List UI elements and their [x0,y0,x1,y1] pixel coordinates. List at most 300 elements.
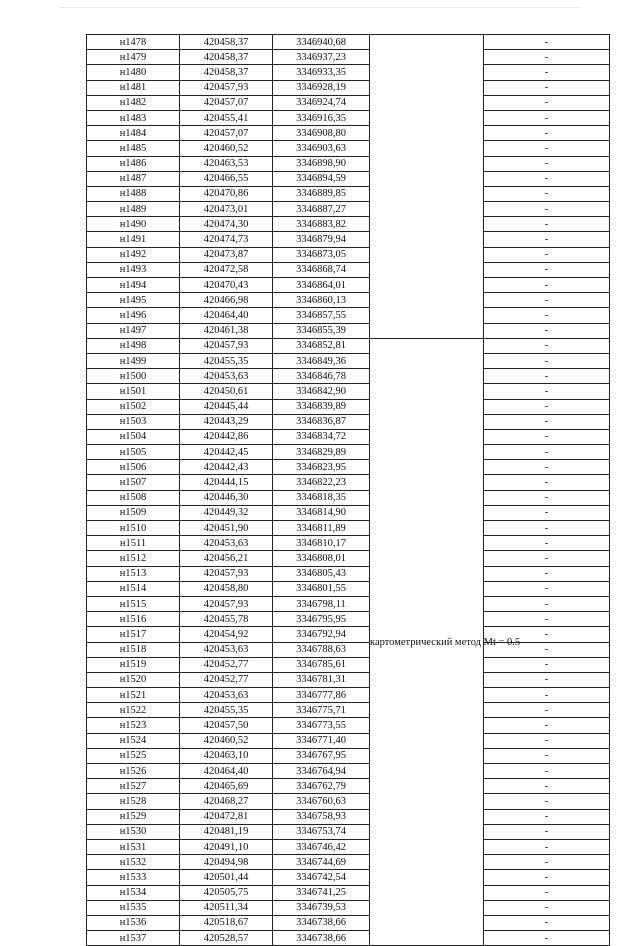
accuracy-dash-cell: - [484,247,610,262]
accuracy-dash-cell: - [484,429,610,444]
x-coordinate-cell: 420449,32 [180,505,273,520]
accuracy-dash-cell: - [484,65,610,80]
table-row [87,141,610,156]
accuracy-dash-cell: - [484,141,610,156]
point-id-cell: н1529 [87,809,180,824]
y-coordinate-cell: 3346839,89 [273,399,370,414]
x-coordinate-cell: 420474,30 [180,217,273,232]
accuracy-dash-cell: - [484,824,610,839]
y-coordinate-cell: 3346788,63 [273,642,370,657]
accuracy-dash-cell: - [484,50,610,65]
accuracy-dash-cell: - [484,718,610,733]
point-id-cell: н1487 [87,171,180,186]
y-coordinate-cell: 3346785,61 [273,657,370,672]
table-row [87,581,610,596]
accuracy-dash-cell: - [484,885,610,900]
accuracy-dash-cell: - [484,642,610,657]
x-coordinate-cell: 420458,80 [180,581,273,596]
accuracy-dash-cell: - [484,915,610,930]
x-coordinate-cell: 420461,38 [180,323,273,338]
accuracy-dash-cell: - [484,596,610,611]
y-coordinate-cell: 3346739,53 [273,900,370,915]
point-id-cell: н1504 [87,429,180,444]
accuracy-dash-cell: - [484,126,610,141]
coordinates-table-container [86,34,610,946]
table-row [87,202,610,217]
table-row [87,839,610,854]
point-id-cell: н1518 [87,642,180,657]
accuracy-dash-cell: - [484,308,610,323]
x-coordinate-cell: 420455,41 [180,110,273,125]
table-row [87,931,610,946]
accuracy-dash-cell: - [484,217,610,232]
x-coordinate-cell: 420460,52 [180,733,273,748]
point-id-cell: н1486 [87,156,180,171]
point-id-cell: н1511 [87,536,180,551]
y-coordinate-cell: 3346811,89 [273,521,370,536]
y-coordinate-cell: 3346808,01 [273,551,370,566]
x-coordinate-cell: 420457,50 [180,718,273,733]
table-row [87,809,610,824]
accuracy-dash-cell: - [484,566,610,581]
x-coordinate-cell: 420457,93 [180,596,273,611]
accuracy-dash-cell: - [484,703,610,718]
y-coordinate-cell: 3346887,27 [273,202,370,217]
y-coordinate-cell: 3346873,05 [273,247,370,262]
point-id-cell: н1508 [87,490,180,505]
table-row [87,703,610,718]
y-coordinate-cell: 3346742,54 [273,870,370,885]
x-coordinate-cell: 420474,73 [180,232,273,247]
point-id-cell: н1481 [87,80,180,95]
x-coordinate-cell: 420481,19 [180,824,273,839]
x-coordinate-cell: 420466,55 [180,171,273,186]
point-id-cell: н1489 [87,202,180,217]
point-id-cell: н1491 [87,232,180,247]
scan-artifact-line [60,7,580,12]
point-id-cell: н1505 [87,445,180,460]
x-coordinate-cell: 420468,27 [180,794,273,809]
table-row [87,672,610,687]
coordinates-table-body [87,35,610,946]
y-coordinate-cell: 3346937,23 [273,50,370,65]
table-row [87,399,610,414]
point-id-cell: н1503 [87,414,180,429]
x-coordinate-cell: 420455,78 [180,612,273,627]
y-coordinate-cell: 3346801,55 [273,581,370,596]
x-coordinate-cell: 420505,75 [180,885,273,900]
accuracy-dash-cell: - [484,110,610,125]
point-id-cell: н1523 [87,718,180,733]
table-row [87,794,610,809]
y-coordinate-cell: 3346864,01 [273,278,370,293]
x-coordinate-cell: 420472,58 [180,262,273,277]
y-coordinate-cell: 3346903,63 [273,141,370,156]
point-id-cell: н1501 [87,384,180,399]
point-id-cell: н1524 [87,733,180,748]
y-coordinate-cell: 3346771,40 [273,733,370,748]
x-coordinate-cell: 420457,07 [180,126,273,141]
table-row [87,460,610,475]
table-row [87,718,610,733]
point-id-cell: н1495 [87,293,180,308]
table-row [87,186,610,201]
point-id-cell: н1522 [87,703,180,718]
point-id-cell: н1513 [87,566,180,581]
table-row [87,445,610,460]
accuracy-dash-cell: - [484,809,610,824]
accuracy-dash-cell: - [484,536,610,551]
accuracy-dash-cell: - [484,657,610,672]
y-coordinate-cell: 3346829,89 [273,445,370,460]
y-coordinate-cell: 3346908,80 [273,126,370,141]
y-coordinate-cell: 3346852,81 [273,338,370,353]
accuracy-dash-cell: - [484,794,610,809]
y-coordinate-cell: 3346933,35 [273,65,370,80]
table-row [87,779,610,794]
y-coordinate-cell: 3346764,94 [273,764,370,779]
y-coordinate-cell: 3346855,39 [273,323,370,338]
x-coordinate-cell: 420457,93 [180,80,273,95]
point-id-cell: н1537 [87,931,180,946]
x-coordinate-cell: 420454,92 [180,627,273,642]
accuracy-dash-cell: - [484,764,610,779]
x-coordinate-cell: 420444,15 [180,475,273,490]
point-id-cell: н1509 [87,505,180,520]
table-row [87,156,610,171]
table-row [87,65,610,80]
accuracy-dash-cell: - [484,475,610,490]
x-coordinate-cell: 420453,63 [180,688,273,703]
x-coordinate-cell: 420470,86 [180,186,273,201]
table-row [87,566,610,581]
y-coordinate-cell: 3346795,95 [273,612,370,627]
x-coordinate-cell: 420464,40 [180,308,273,323]
table-row [87,338,610,353]
table-row [87,126,610,141]
point-id-cell: н1521 [87,688,180,703]
point-id-cell: н1494 [87,278,180,293]
accuracy-dash-cell: - [484,521,610,536]
point-id-cell: н1531 [87,839,180,854]
y-coordinate-cell: 3346889,85 [273,186,370,201]
table-row [87,551,610,566]
accuracy-dash-cell: - [484,672,610,687]
accuracy-dash-cell: - [484,80,610,95]
y-coordinate-cell: 3346758,93 [273,809,370,824]
table-row [87,384,610,399]
y-coordinate-cell: 3346823,95 [273,460,370,475]
x-coordinate-cell: 420442,86 [180,429,273,444]
table-row [87,521,610,536]
y-coordinate-cell: 3346773,55 [273,718,370,733]
method-cell-empty [370,35,484,339]
point-id-cell: н1502 [87,399,180,414]
y-coordinate-cell: 3346767,95 [273,748,370,763]
table-row [87,824,610,839]
point-id-cell: н1484 [87,126,180,141]
accuracy-dash-cell: - [484,171,610,186]
point-id-cell: н1519 [87,657,180,672]
point-id-cell: н1493 [87,262,180,277]
accuracy-dash-cell: - [484,232,610,247]
accuracy-dash-cell: - [484,931,610,946]
table-row [87,247,610,262]
accuracy-dash-cell: - [484,323,610,338]
x-coordinate-cell: 420472,81 [180,809,273,824]
x-coordinate-cell: 420453,63 [180,642,273,657]
table-row [87,505,610,520]
point-id-cell: н1532 [87,855,180,870]
point-id-cell: н1480 [87,65,180,80]
x-coordinate-cell: 420466,98 [180,293,273,308]
point-id-cell: н1517 [87,627,180,642]
x-coordinate-cell: 420473,87 [180,247,273,262]
point-id-cell: н1528 [87,794,180,809]
accuracy-dash-cell: - [484,855,610,870]
x-coordinate-cell: 420457,93 [180,566,273,581]
point-id-cell: н1514 [87,581,180,596]
x-coordinate-cell: 420445,44 [180,399,273,414]
point-id-cell: н1527 [87,779,180,794]
y-coordinate-cell: 3346849,36 [273,353,370,368]
accuracy-dash-cell: - [484,839,610,854]
x-coordinate-cell: 420528,57 [180,931,273,946]
point-id-cell: н1525 [87,748,180,763]
y-coordinate-cell: 3346760,63 [273,794,370,809]
x-coordinate-cell: 420518,67 [180,915,273,930]
point-id-cell: н1478 [87,35,180,50]
y-coordinate-cell: 3346836,87 [273,414,370,429]
y-coordinate-cell: 3346753,74 [273,824,370,839]
table-row [87,414,610,429]
table-row [87,110,610,125]
accuracy-dash-cell: - [484,262,610,277]
table-row [87,733,610,748]
x-coordinate-cell: 420442,43 [180,460,273,475]
point-id-cell: н1483 [87,110,180,125]
table-row [87,900,610,915]
table-row [87,50,610,65]
y-coordinate-cell: 3346805,43 [273,566,370,581]
y-coordinate-cell: 3346777,86 [273,688,370,703]
point-id-cell: н1536 [87,915,180,930]
table-row [87,855,610,870]
accuracy-dash-cell: - [484,293,610,308]
point-id-cell: н1492 [87,247,180,262]
point-id-cell: н1520 [87,672,180,687]
x-coordinate-cell: 420460,52 [180,141,273,156]
accuracy-dash-cell: - [484,551,610,566]
accuracy-dash-cell: - [484,733,610,748]
point-id-cell: н1488 [87,186,180,201]
table-row [87,688,610,703]
table-row [87,642,610,657]
accuracy-dash-cell: - [484,612,610,627]
table-row [87,308,610,323]
y-coordinate-cell: 3346798,11 [273,596,370,611]
y-coordinate-cell: 3346860,13 [273,293,370,308]
x-coordinate-cell: 420453,63 [180,536,273,551]
accuracy-dash-cell: - [484,369,610,384]
accuracy-dash-cell: - [484,414,610,429]
method-description-cell: картометрический метод Mt = 0.5 [370,338,484,946]
y-coordinate-cell: 3346741,25 [273,885,370,900]
table-row [87,870,610,885]
x-coordinate-cell: 420455,35 [180,703,273,718]
y-coordinate-cell: 3346738,66 [273,915,370,930]
x-coordinate-cell: 420442,45 [180,445,273,460]
table-row [87,612,610,627]
point-id-cell: н1479 [87,50,180,65]
x-coordinate-cell: 420443,29 [180,414,273,429]
accuracy-dash-cell: - [484,353,610,368]
table-row [87,429,610,444]
accuracy-dash-cell: - [484,35,610,50]
accuracy-dash-cell: - [484,202,610,217]
y-coordinate-cell: 3346744,69 [273,855,370,870]
table-row [87,885,610,900]
y-coordinate-cell: 3346846,78 [273,369,370,384]
x-coordinate-cell: 420464,40 [180,764,273,779]
point-id-cell: н1482 [87,95,180,110]
x-coordinate-cell: 420494,98 [180,855,273,870]
y-coordinate-cell: 3346883,82 [273,217,370,232]
table-row [87,278,610,293]
table-row [87,475,610,490]
x-coordinate-cell: 420446,30 [180,490,273,505]
x-coordinate-cell: 420452,77 [180,672,273,687]
x-coordinate-cell: 420455,35 [180,353,273,368]
accuracy-dash-cell: - [484,748,610,763]
x-coordinate-cell: 420453,63 [180,369,273,384]
point-id-cell: н1535 [87,900,180,915]
y-coordinate-cell: 3346810,17 [273,536,370,551]
point-id-cell: н1526 [87,764,180,779]
x-coordinate-cell: 420458,37 [180,50,273,65]
accuracy-dash-cell: - [484,688,610,703]
point-id-cell: н1500 [87,369,180,384]
y-coordinate-cell: 3346857,55 [273,308,370,323]
y-coordinate-cell: 3346928,19 [273,80,370,95]
y-coordinate-cell: 3346916,35 [273,110,370,125]
table-row [87,171,610,186]
table-row [87,596,610,611]
table-row [87,95,610,110]
point-id-cell: н1510 [87,521,180,536]
x-coordinate-cell: 420457,07 [180,95,273,110]
x-coordinate-cell: 420491,10 [180,839,273,854]
table-row [87,657,610,672]
accuracy-dash-cell: - [484,460,610,475]
table-row [87,490,610,505]
y-coordinate-cell: 3346894,59 [273,171,370,186]
y-coordinate-cell: 3346762,79 [273,779,370,794]
point-id-cell: н1507 [87,475,180,490]
table-row [87,627,610,642]
y-coordinate-cell: 3346940,68 [273,35,370,50]
table-row [87,35,610,50]
table-row [87,262,610,277]
x-coordinate-cell: 420452,77 [180,657,273,672]
accuracy-dash-cell: - [484,399,610,414]
y-coordinate-cell: 3346879,94 [273,232,370,247]
x-coordinate-cell: 420458,37 [180,35,273,50]
point-id-cell: н1533 [87,870,180,885]
point-id-cell: н1506 [87,460,180,475]
accuracy-dash-cell: - [484,95,610,110]
y-coordinate-cell: 3346818,35 [273,490,370,505]
y-coordinate-cell: 3346868,74 [273,262,370,277]
table-row [87,369,610,384]
accuracy-dash-cell: - [484,156,610,171]
point-id-cell: н1534 [87,885,180,900]
accuracy-dash-cell: - [484,779,610,794]
accuracy-dash-cell: - [484,338,610,353]
point-id-cell: н1498 [87,338,180,353]
table-row [87,748,610,763]
table-row [87,232,610,247]
x-coordinate-cell: 420473,01 [180,202,273,217]
y-coordinate-cell: 3346738,66 [273,931,370,946]
table-row [87,80,610,95]
y-coordinate-cell: 3346924,74 [273,95,370,110]
accuracy-dash-cell: - [484,186,610,201]
accuracy-dash-cell: - [484,627,610,642]
table-row [87,353,610,368]
table-row [87,915,610,930]
point-id-cell: н1512 [87,551,180,566]
y-coordinate-cell: 3346834,72 [273,429,370,444]
x-coordinate-cell: 420463,53 [180,156,273,171]
y-coordinate-cell: 3346898,90 [273,156,370,171]
x-coordinate-cell: 420463,10 [180,748,273,763]
point-id-cell: н1490 [87,217,180,232]
accuracy-dash-cell: - [484,278,610,293]
y-coordinate-cell: 3346814,90 [273,505,370,520]
coordinates-table [86,34,610,946]
accuracy-dash-cell: - [484,900,610,915]
x-coordinate-cell: 420465,69 [180,779,273,794]
y-coordinate-cell: 3346822,23 [273,475,370,490]
table-row [87,536,610,551]
x-coordinate-cell: 420501,44 [180,870,273,885]
y-coordinate-cell: 3346842,90 [273,384,370,399]
point-id-cell: н1516 [87,612,180,627]
y-coordinate-cell: 3346781,31 [273,672,370,687]
accuracy-dash-cell: - [484,581,610,596]
x-coordinate-cell: 420511,34 [180,900,273,915]
point-id-cell: н1499 [87,353,180,368]
x-coordinate-cell: 420451,90 [180,521,273,536]
point-id-cell: н1485 [87,141,180,156]
accuracy-dash-cell: - [484,870,610,885]
table-row [87,293,610,308]
point-id-cell: н1515 [87,596,180,611]
y-coordinate-cell: 3346746,42 [273,839,370,854]
table-row [87,764,610,779]
accuracy-dash-cell: - [484,505,610,520]
x-coordinate-cell: 420470,43 [180,278,273,293]
point-id-cell: н1530 [87,824,180,839]
accuracy-dash-cell: - [484,445,610,460]
point-id-cell: н1496 [87,308,180,323]
x-coordinate-cell: 420450,61 [180,384,273,399]
y-coordinate-cell: 3346792,94 [273,627,370,642]
y-coordinate-cell: 3346775,71 [273,703,370,718]
table-row [87,323,610,338]
x-coordinate-cell: 420458,37 [180,65,273,80]
